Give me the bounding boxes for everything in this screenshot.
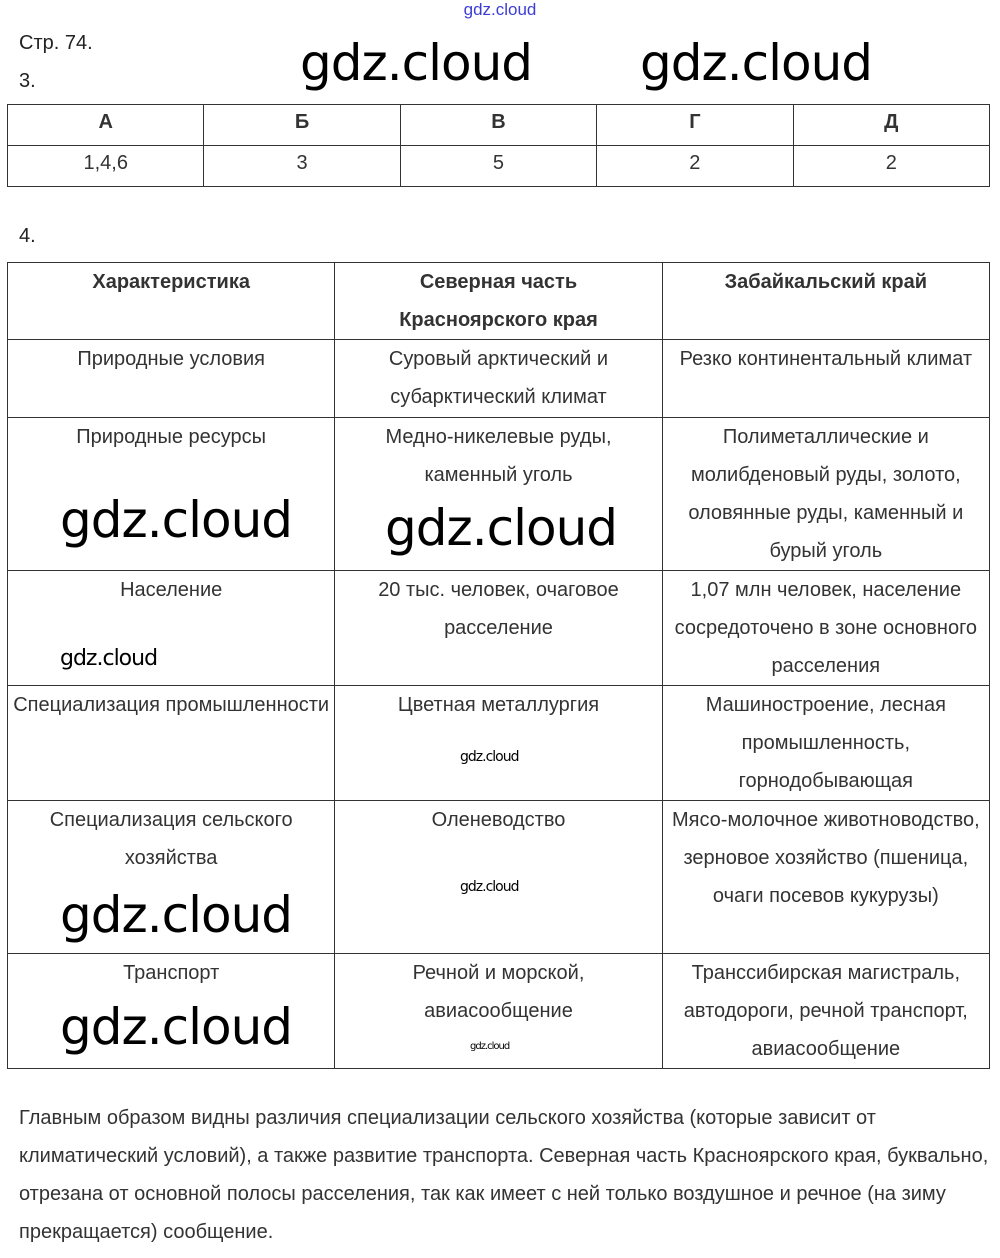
cell-krasnoyarsk: Суровый арктический и субарктический климат xyxy=(335,340,662,418)
cell-zabaikalsky: Мясо-молочное животноводство, зерновое хозяйство (пшеница, очаги посевов кукурузы) xyxy=(662,801,989,954)
cell-zabaikalsky: Резко континентальный климат xyxy=(662,340,989,418)
cell-characteristic: Население xyxy=(8,571,335,686)
table-row xyxy=(8,686,990,801)
header-cell: Северная часть Красноярского края xyxy=(335,263,662,340)
cell-zabaikalsky: 1,07 млн человек, население сосредоточено в зоне основного расселения xyxy=(662,571,989,686)
cell-krasnoyarsk: Медно-никелевые руды, каменный уголь xyxy=(335,418,662,571)
cell-zabaikalsky: Полиметаллические и молибденовый руды, золото, оловянные руды, каменный и бурый уголь xyxy=(662,418,989,571)
page-label: Стр. 74. xyxy=(19,32,93,54)
cell-zabaikalsky: Транссибирская магистраль, автодороги, речной транспорт, авиасообщение xyxy=(662,954,989,1069)
header-cell: Д xyxy=(793,105,989,146)
task3-table xyxy=(7,104,990,187)
watermark: gdz.cloud xyxy=(60,646,158,671)
cell-krasnoyarsk: 20 тыс. человек, очаговое расселение xyxy=(335,571,662,686)
table-header-row xyxy=(8,105,990,146)
cell-characteristic: Транспорт xyxy=(8,954,335,1069)
header-cell: Г xyxy=(597,105,793,146)
header-cell: В xyxy=(400,105,596,146)
watermark: gdz.cloud xyxy=(470,1041,510,1052)
watermark: gdz.cloud xyxy=(640,34,873,92)
header-cell: А xyxy=(8,105,204,146)
header-watermark[interactable]: gdz.cloud xyxy=(463,0,537,19)
watermark: gdz.cloud xyxy=(385,499,618,557)
cell-characteristic: Специализация промышленности xyxy=(8,686,335,801)
table-header-row xyxy=(8,263,990,340)
watermark: gdz.cloud xyxy=(60,998,293,1056)
value-cell: 5 xyxy=(400,146,596,187)
value-cell: 2 xyxy=(793,146,989,187)
header-cell: Характеристика xyxy=(8,263,335,340)
header-cell: Б xyxy=(204,105,400,146)
value-cell: 2 xyxy=(597,146,793,187)
value-cell: 3 xyxy=(204,146,400,187)
value-cell: 1,4,6 xyxy=(8,146,204,187)
watermark: gdz.cloud xyxy=(460,749,519,765)
task4-label: 4. xyxy=(19,225,36,247)
cell-krasnoyarsk: Речной и морской, авиасообщение xyxy=(335,954,662,1069)
conclusion-paragraph: Главным образом видны различия специализации сельского хозяйства (которые зависит от климатический условий), а также развитие транспорта. Северная часть Красноярского края, буквально, отрезана от основной полосы расселения, так как имеет с ней только воздушное и речное (на зиму прекращается) сообщение. xyxy=(19,1107,989,1243)
cell-characteristic: Природные условия xyxy=(8,340,335,418)
cell-characteristic: Специализация сельского хозяйства xyxy=(8,801,335,954)
task3-label: 3. xyxy=(19,70,36,92)
watermark: gdz.cloud xyxy=(460,879,519,895)
watermark: gdz.cloud xyxy=(60,886,293,944)
cell-zabaikalsky: Машиностроение, лесная промышленность, горнодобывающая xyxy=(662,686,989,801)
table-row xyxy=(8,340,990,418)
cell-krasnoyarsk: Оленеводство xyxy=(335,801,662,954)
header-cell: Забайкальский край xyxy=(662,263,989,340)
watermark: gdz.cloud xyxy=(60,491,293,549)
table-row xyxy=(8,146,990,187)
cell-characteristic: Природные ресурсы xyxy=(8,418,335,571)
watermark: gdz.cloud xyxy=(300,34,533,92)
cell-krasnoyarsk: Цветная металлургия xyxy=(335,686,662,801)
